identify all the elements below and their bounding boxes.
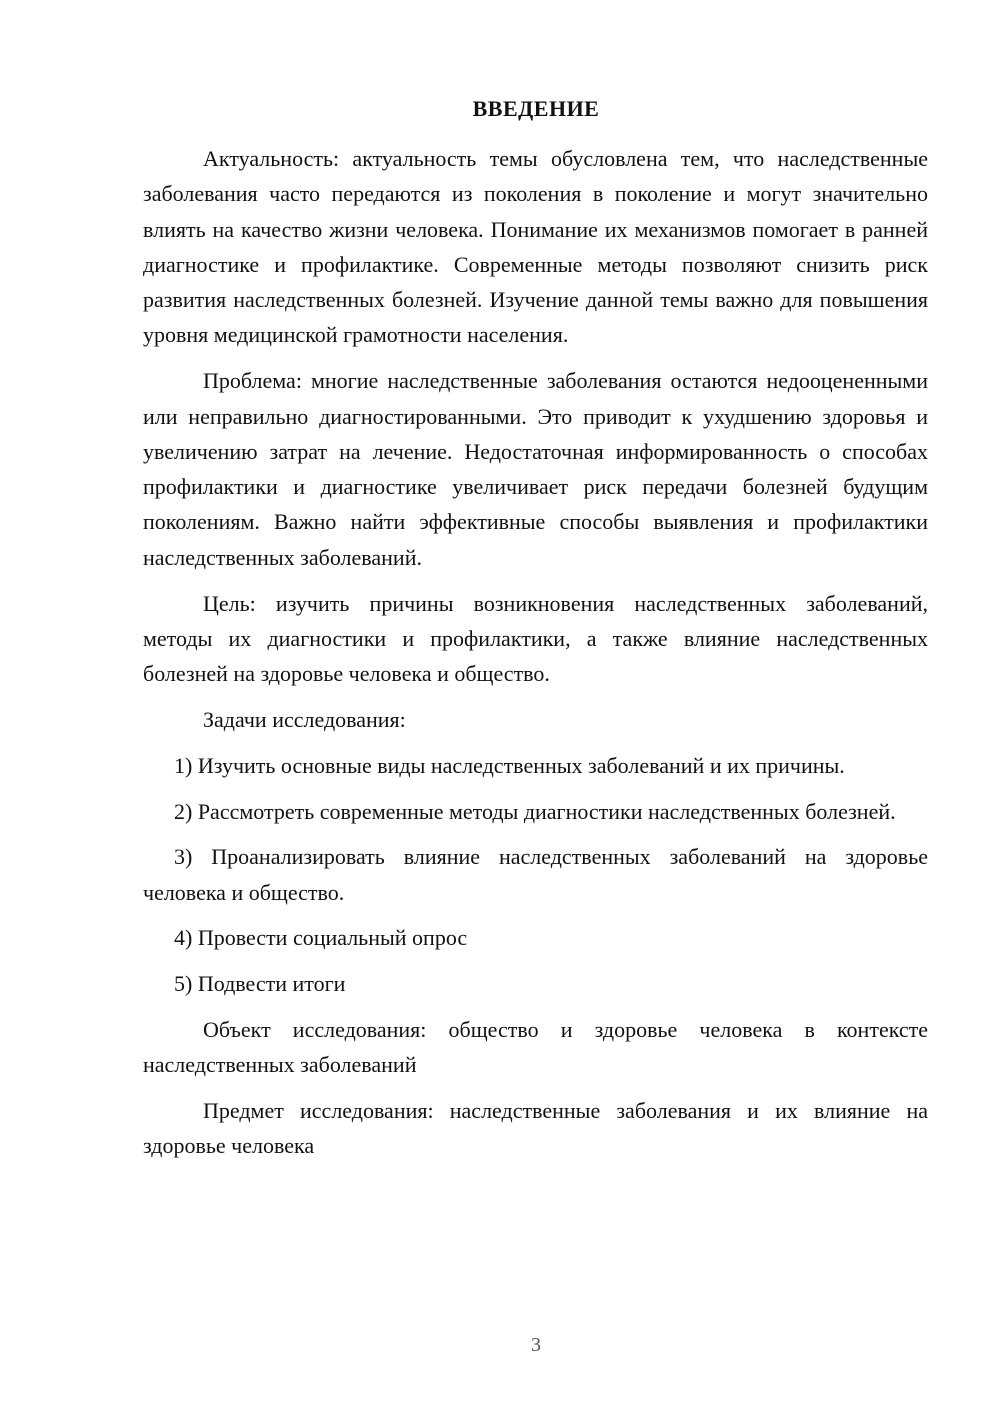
problem-paragraph: Проблема: многие наследственные заболевания остаются недооцененными или неправильно диагностированными. Это приводит к ухудшению здоровья и увеличению затрат на лечение. Недостаточная информированность о способах профилактики и диагностике увеличивает риск передачи болезней будущим поколениям. Важно найти эффективные способы выявления и профилактики наследственных заболеваний. [143, 368, 928, 570]
task-item-1: 1) Изучить основные виды наследственных заболеваний и их причины. [174, 752, 845, 778]
relevance-paragraph: Актуальность: актуальность темы обусловлена тем, что наследственные заболевания часто передаются из поколения в поколение и могут значительно влиять на качество жизни человека. Понимание их механизмов помогает в ранней диагностике и профилактике. Современные методы позволяют снизить риск развития наследственных болезней. Изучение данной темы важно для повышения уровня медицинской грамотности населения. [143, 146, 928, 348]
page-number: 3 [531, 1334, 541, 1356]
subject-paragraph: Предмет исследования: наследственные заболевания и их влияние на здоровье человека [143, 1098, 928, 1159]
document-body [143, 141, 928, 1174]
page-title: ВВЕДЕНИЕ [472, 96, 600, 121]
task-item-2: 2) Рассмотреть современные методы диагностики наследственных болезней. [174, 798, 896, 824]
task-item-5: 5) Подвести итоги [174, 971, 346, 997]
goal-paragraph: Цель: изучить причины возникновения наследственных заболеваний, методы их диагностики и профилактики, а также влияние наследственных болезней на здоровье человека и общество. [143, 590, 928, 687]
task-item-4: 4) Провести социальный опрос [174, 925, 468, 951]
object-paragraph: Объект исследования: общество и здоровье человека в контексте наследственных заболеваний [143, 1017, 928, 1078]
tasks-heading: Задачи исследования: [203, 706, 406, 732]
task-item-3: 3) Проанализировать влияние наследственных заболеваний на здоровье человека и общество. [143, 844, 928, 905]
